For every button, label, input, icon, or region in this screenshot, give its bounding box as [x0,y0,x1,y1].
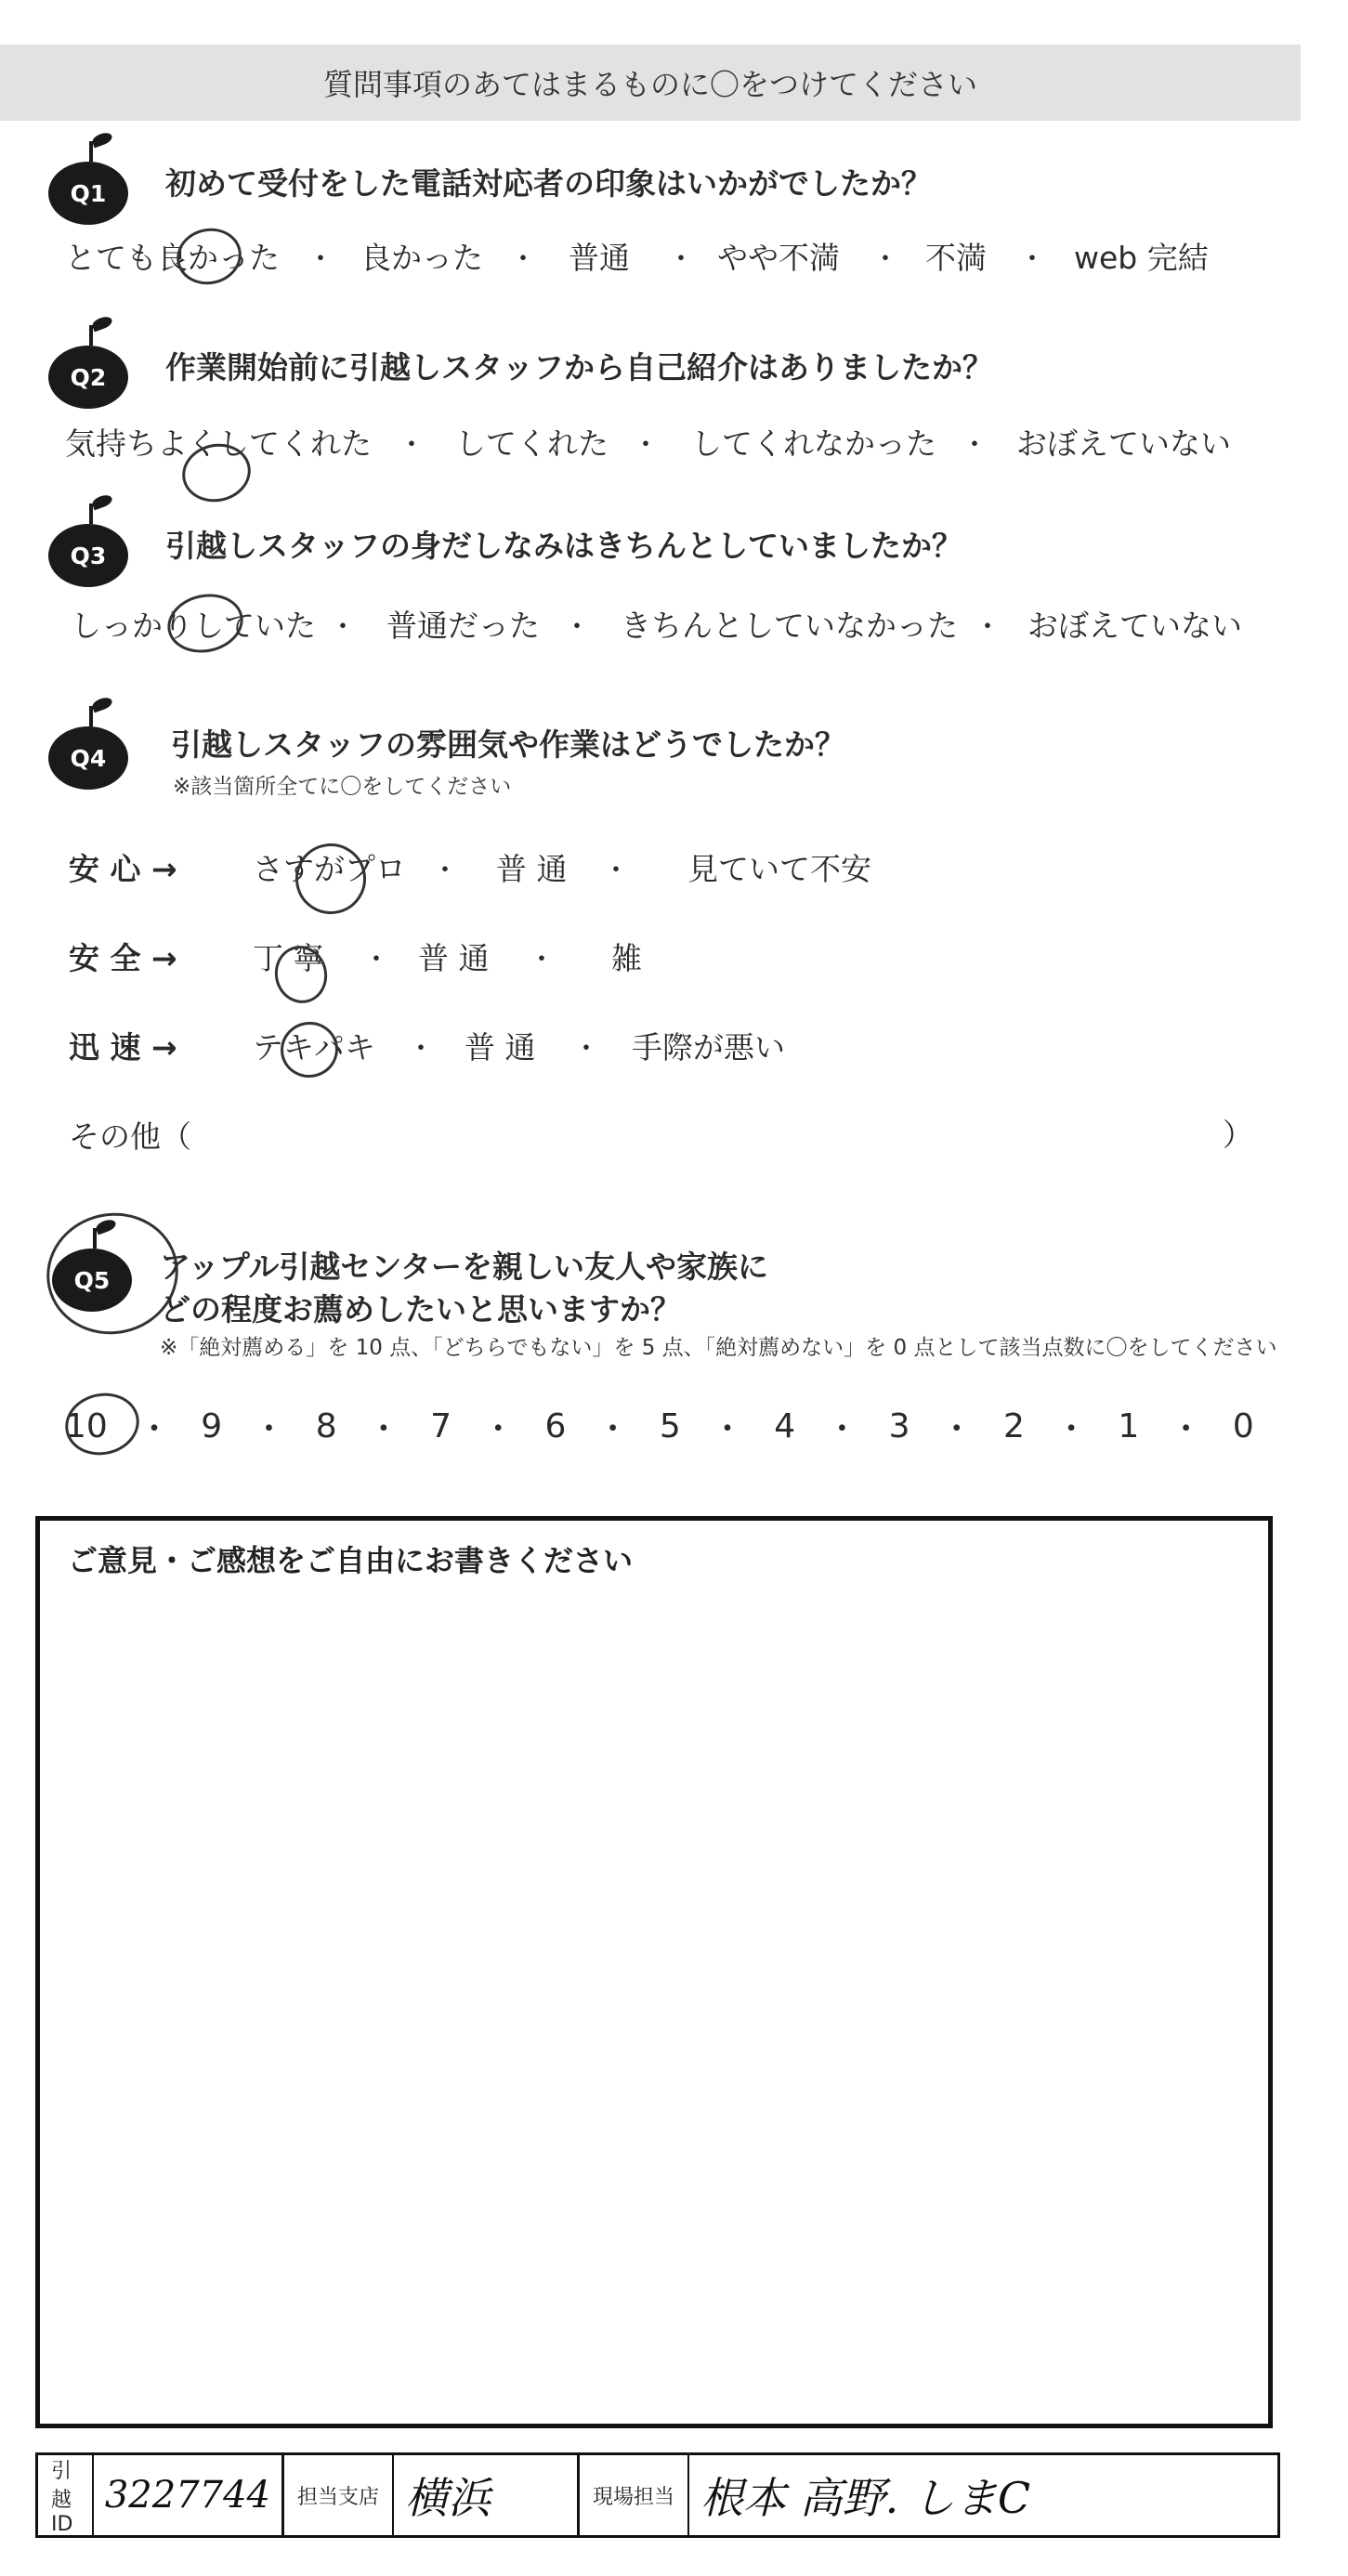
q1-question: 初めて受付をした電話対応者の印象はいかがでしたか？ [165,165,932,202]
q3-option[interactable]: しっかりしていた [71,608,316,644]
move-id-value: 3227744 [104,2474,270,2517]
q3-option[interactable]: 普通だった [386,608,540,644]
q1-option[interactable]: web 完結 [1074,240,1209,276]
q4-other-label: その他（ [69,1118,191,1155]
comment-box[interactable] [35,1516,1273,2428]
q3-badge: Q3 [48,524,128,587]
q5-scale-value[interactable]: 6 [544,1407,567,1445]
q5-scale-value[interactable]: 0 [1232,1407,1254,1445]
comment-title: ご意見・ご感想をご自由にお書きください [68,1543,634,1578]
q5-scale-value[interactable]: 7 [430,1407,452,1445]
q5-scale-value[interactable]: 9 [201,1407,223,1445]
q4-row-label: 安 心 → [69,851,177,887]
footer-table [35,2452,1280,2538]
q2-option[interactable]: おぼえていない [1016,425,1231,462]
q4-option[interactable]: 手際が悪い [632,1029,785,1066]
q5-scale-value[interactable]: 5 [659,1407,681,1445]
q2-badge: Q2 [48,346,128,409]
q4-option[interactable]: テキパキ [253,1029,375,1066]
survey-header [0,45,1301,121]
q5-answer-circle [59,1386,145,1461]
q5-scale-value[interactable]: 8 [315,1407,337,1445]
q4-option[interactable]: さすがプロ [253,851,406,887]
q4-option[interactable]: 雑 [611,940,642,976]
q4-option[interactable]: 見ていて不安 [687,851,871,887]
q3-option[interactable]: きちんとしていなかった [621,608,958,644]
staff-value: 根本 高野. しまC [700,2473,1031,2523]
q4-badge: Q4 [48,726,128,790]
q4-row-label: 迅 速 → [69,1029,177,1066]
q5-scale-value[interactable]: 10 [65,1407,108,1445]
q4-other-close: ） [1223,1117,1253,1153]
q3-option[interactable]: おぼえていない [1027,608,1242,644]
q1-badge: Q1 [48,162,128,225]
staff-cell [580,2455,1277,2535]
q5-scale-value[interactable]: 4 [774,1407,796,1445]
q5-badge: Q5 [52,1249,132,1312]
survey-header-title: 質問事項のあてはまるものに〇をつけてください [322,67,977,102]
q5-note: ※「絶対薦める」を 10 点、「どちらでもない」を 5 点、「絶対薦めない」を 0 点として該当点数に〇をしてください [160,1336,1277,1360]
q4-option[interactable]: 普 通 [465,1029,536,1066]
q4-option[interactable]: 普 通 [496,851,568,887]
q5-scale-value[interactable]: 1 [1118,1407,1140,1445]
q5-scale-value[interactable]: 2 [1003,1407,1025,1445]
branch-label: 担当支店 [284,2455,394,2535]
q4-question: 引越しスタッフの雰囲気や作業はどうでしたか？ [171,726,845,763]
q4-option[interactable]: 丁 寧 [253,940,324,976]
q4-note: ※該当箇所全てに〇をしてください [173,775,512,799]
q2-option[interactable]: 気持ちよくしてくれた [65,425,372,462]
q1-option[interactable]: 不満 [925,240,987,276]
q1-option[interactable]: やや不満 [717,240,840,276]
q1-answer-circle [172,222,247,290]
q2-option[interactable]: してくれた [455,425,609,462]
q5-question-line1: アップル引越センターを親しい友人や家族に [160,1249,769,1285]
q1-option[interactable]: 普通 [569,240,630,276]
q3-question: 引越しスタッフの身だしなみはきちんとしていましたか？ [165,528,962,564]
move-id-cell [38,2455,284,2535]
q1-option[interactable]: とても良かった [65,240,280,276]
q5-scale: 10 ・ 9 ・ 8 ・ 7 ・ 6 ・ 5 ・ 4 ・ 3 ・ 2 ・ 1 ・ 0 [65,1407,1254,1448]
q3-answer-circle [162,587,248,660]
move-id-label: 引越 ID [38,2455,94,2535]
q5-scale-value[interactable]: 3 [888,1407,910,1445]
q2-option[interactable]: してくれなかった [691,425,936,462]
q4-option[interactable]: 普 通 [418,940,490,976]
q5-question-line2: どの程度お薦めしたいと思いますか？ [160,1291,681,1327]
q4-row-label: 安 全 → [69,940,177,976]
branch-cell [284,2455,580,2535]
branch-value: 横浜 [405,2473,491,2523]
staff-label: 現場担当 [580,2455,689,2535]
q2-question: 作業開始前に引越しスタッフから自己紹介はありましたか？ [165,349,993,386]
q1-option[interactable]: 良かった [360,240,483,276]
